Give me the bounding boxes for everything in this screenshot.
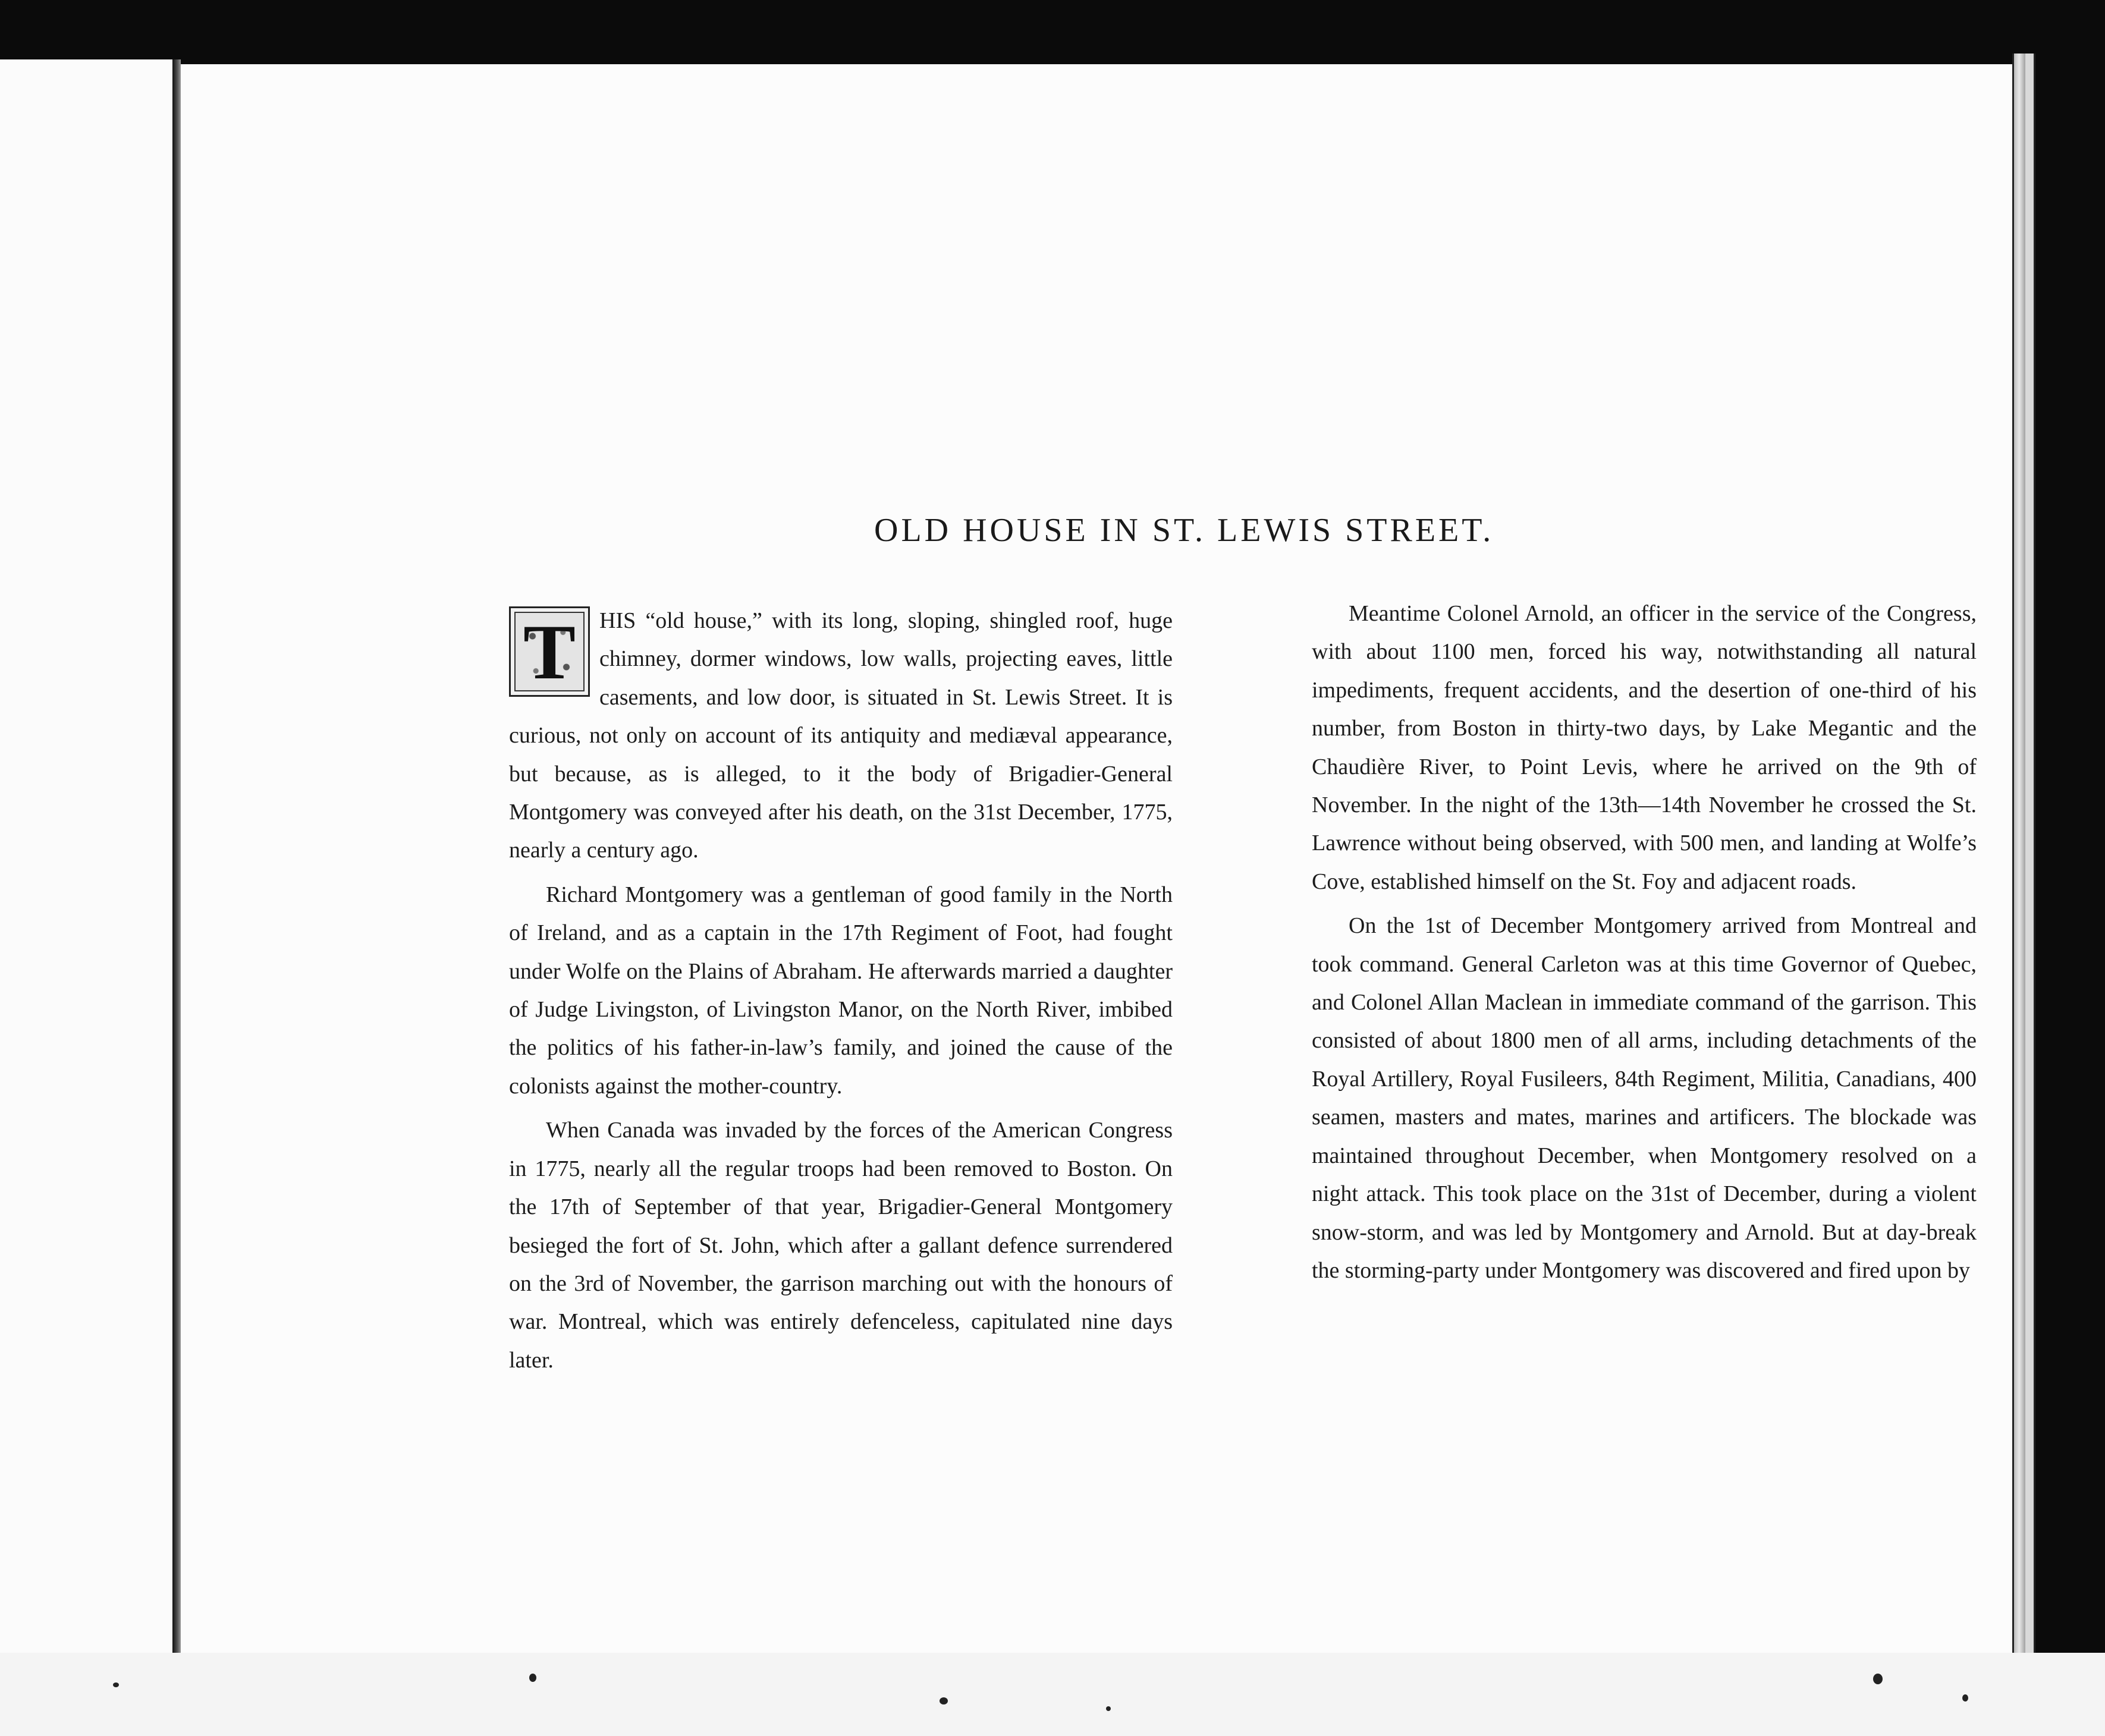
paragraph: On the 1st of December Montgomery arrived from Montreal and took command. General Carleton was at this time Governor of Quebec, and Colonel Allan Maclean in immediate command of the garrison. This consisted of about 1800 men of all arms, including detachments of the Royal Artillery, Royal Fusileers, 84th Regiment, Militia, Canadians, 400 seamen, masters and mates, marines and artificers. The blockade was maintained throughout December, when Montgomery resolved on a night attack. This took place on the 31st of December, during a violent snow-storm, and was led by Montgomery and Arnold. But at day-break the storming-party under Montgomery was discovered and fired upon by: [1312, 913, 1977, 1283]
right-text-column: [1312, 595, 1977, 1295]
paragraph: Meantime Colonel Arnold, an officer in the service of the Congress, with about 1100 men, forced his way, notwithstanding all natural impediments, frequent accidents, and the desertion of one-third of his number, from Boston in thirty-two days, by Lake Megantic and the Chaudière River, to Point Levis, where he arrived on the 9th of November. In the night of the 13th—14th November he crossed the St. Lawrence without being observed, with 500 men, and landing at Wolfe’s Cove, established himself on the St. Foy and adjacent roads.: [1312, 601, 1977, 894]
scan-speck: [113, 1682, 119, 1687]
facing-page: [0, 59, 175, 1665]
paragraph: Richard Montgomery was a gentleman of good family in the North of Ireland, and as a captain in the 17th Regiment of Foot, had fought under Wolfe on the Plains of Abraham. He afterwards married a daughter of Judge Livingston, of Livingston Manor, on the North River, imbibed the politics of his father-in-law’s family, and joined the cause of the colonists against the mother-country.: [509, 882, 1173, 1099]
decorated-initial: [509, 606, 590, 697]
scan-speck: [1873, 1674, 1883, 1684]
page-edge-outer: [2025, 54, 2035, 1671]
scan-speck: [940, 1697, 948, 1704]
scan-speck: [529, 1674, 536, 1682]
scan-bottom-band: [0, 1653, 2105, 1736]
scan-speck: [1106, 1706, 1111, 1711]
paragraph: [509, 602, 1173, 870]
paragraph-text: HIS “old house,” with its long, sloping, shingled roof, huge chimney, dormer windows, low walls, projecting eaves, little casements, and low door, is situated in St. Lewis Street. It is curious, not only on account of its antiquity and mediæval appearance, but because, as is alleged, to it the body of Brigadier-General Montgomery was conveyed after his death, on the 31st December, 1775, nearly a century ago.: [509, 608, 1173, 863]
scan-speck: [1962, 1694, 1968, 1702]
initial-letter: T: [523, 608, 576, 696]
page-title: OLD HOUSE IN ST. LEWIS STREET.: [874, 512, 1494, 549]
left-text-column: [509, 602, 1173, 1385]
paragraph: When Canada was invaded by the forces of the American Congress in 1775, nearly all the regular troops had been removed to Boston. On the 17th of September of that year, Brigadier-General Montgomery besieged the fort of St. John, which after a gallant defence surrendered on the 3rd of November, the garrison marching out with the honours of war. Montreal, which was entirely defenceless, capitulated nine days later.: [509, 1118, 1173, 1373]
book-gutter: [172, 59, 181, 1665]
